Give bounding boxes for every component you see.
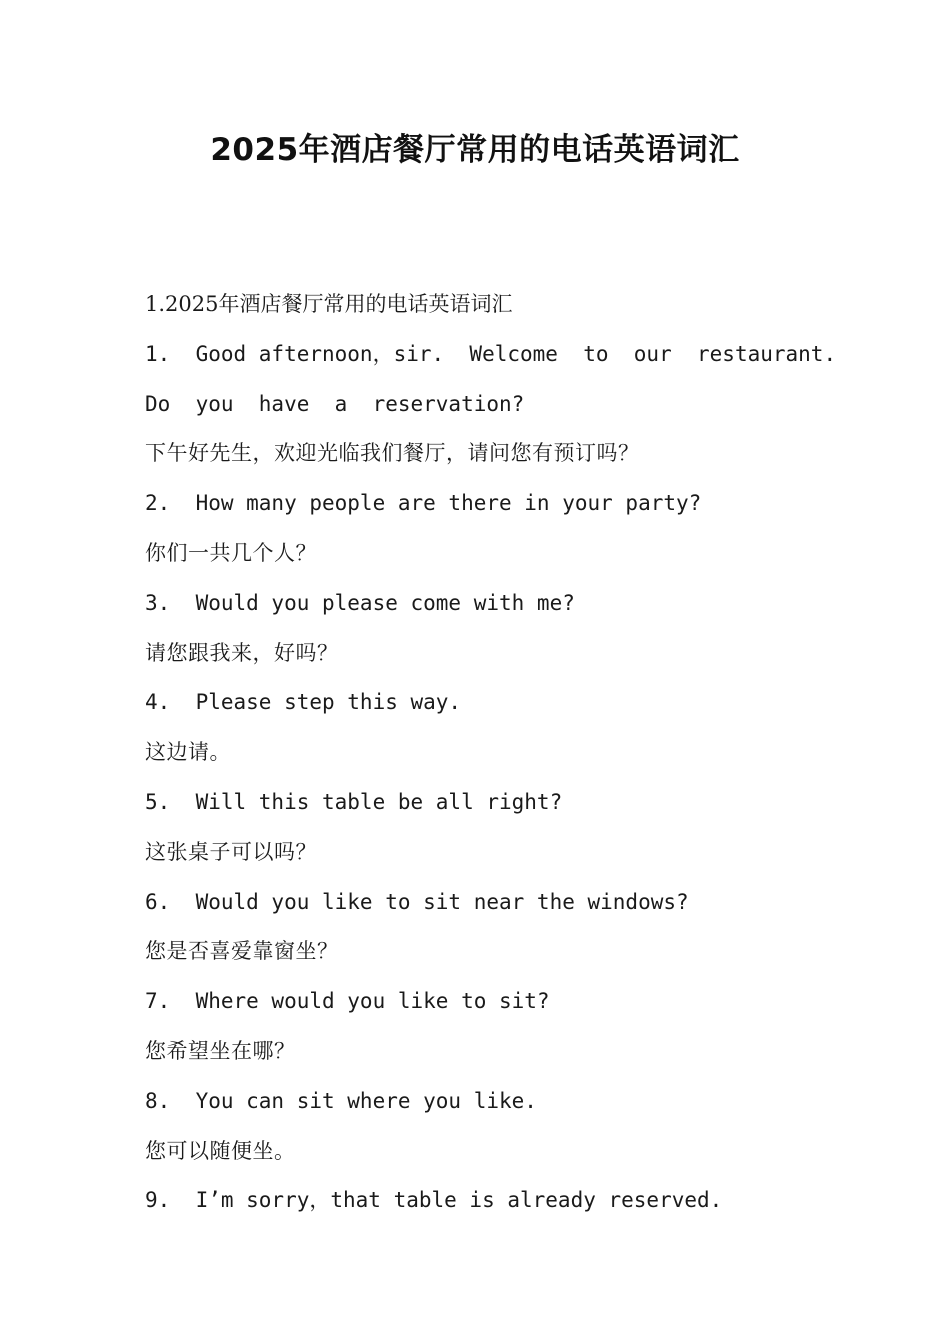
phrase-line-en: 7. Where would you like to sit?	[145, 989, 550, 1014]
section-heading: 1.2025年酒店餐厅常用的电话英语词汇	[145, 292, 513, 316]
phrase-line-en: 5. Will this table be all right?	[145, 789, 563, 814]
phrase-line-en: 9. I’m sorry，that table is already reserved.	[145, 1188, 723, 1213]
phrase-line-cn: 你们一共几个人？	[145, 540, 317, 565]
document-body	[145, 280, 845, 1226]
phrase-line-cn: 下午好先生，欢迎光临我们餐厅，请问您有预订吗？	[145, 441, 640, 466]
phrase-line-en: 4. Please step this way.	[145, 690, 462, 715]
phrase-line-en: 2. How many people are there in your party?	[145, 491, 702, 516]
phrase-line-cn: 这张桌子可以吗？	[145, 839, 317, 864]
phrase-line-en: Do you have a reservation?	[145, 391, 525, 416]
phrase-line-en: 6. Would you like to sit near the windows?	[145, 889, 689, 914]
phrase-line-en: 3. Would you please come with me?	[145, 590, 575, 615]
phrase-line-en: 8. You can sit where you like.	[145, 1088, 537, 1113]
phrase-line-cn: 您希望坐在哪？	[145, 1038, 296, 1063]
phrase-line-cn: 您是否喜爱靠窗坐？	[145, 939, 339, 964]
document-title: 2025年酒店餐厅常用的电话英语词汇	[210, 132, 740, 168]
phrase-line-cn: 您可以随便坐。	[145, 1138, 296, 1163]
phrase-line-cn: 请您跟我来，好吗？	[145, 640, 339, 665]
phrase-line-en: 1. Good afternoon，sir. Welcome to our restaurant.	[145, 341, 837, 366]
phrase-line-cn: 这边请。	[145, 740, 231, 765]
